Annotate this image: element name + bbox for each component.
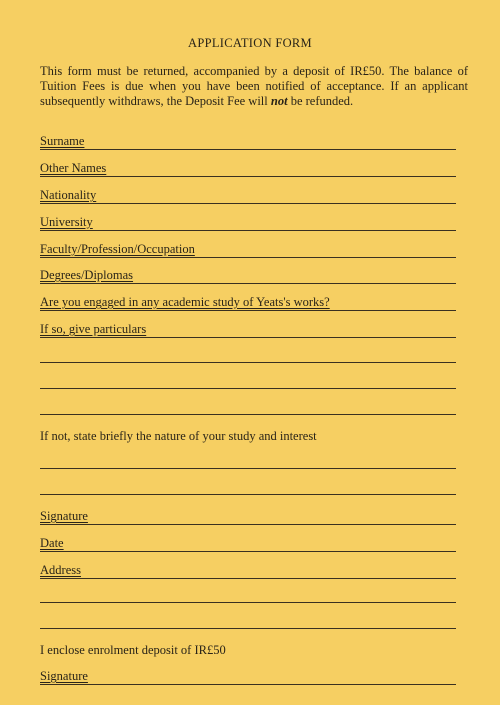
academic-study-field[interactable] — [40, 294, 456, 311]
other-names-field[interactable] — [40, 160, 456, 177]
faculty-field[interactable] — [40, 241, 456, 258]
date-field[interactable] — [40, 535, 456, 552]
address-field[interactable] — [40, 562, 456, 579]
degrees-field[interactable] — [40, 267, 456, 284]
intro-paragraph — [40, 64, 468, 109]
signature-field-2[interactable] — [40, 668, 456, 685]
degrees-label: Degrees/Diplomas — [40, 268, 134, 282]
date-label: Date — [40, 536, 64, 550]
surname-label: Surname — [40, 134, 85, 148]
academic-study-label: Are you engaged in any academic study of Yeats's works? — [40, 295, 330, 309]
other-names-label: Other Names — [40, 161, 107, 175]
university-field[interactable] — [40, 214, 456, 231]
intro-emphasis-not: not — [270, 94, 288, 108]
study-interest-label: If not, state briefly the nature of your study and interest — [40, 429, 317, 443]
enclose-deposit-text: I enclose enrolment deposit of IR£50 — [40, 643, 226, 657]
study-line-1[interactable] — [40, 468, 456, 469]
signature-label: Signature — [40, 509, 88, 523]
study-line-2[interactable] — [40, 494, 456, 495]
particulars-line-2[interactable] — [40, 388, 456, 389]
surname-field[interactable] — [40, 133, 456, 150]
particulars-line-3[interactable] — [40, 414, 456, 415]
address-line-2[interactable] — [40, 628, 456, 629]
particulars-line-1[interactable] — [40, 362, 456, 363]
university-label: University — [40, 215, 93, 229]
signature-label-2: Signature — [40, 669, 88, 683]
particulars-label: If so, give particulars — [40, 322, 147, 336]
address-label: Address — [40, 563, 81, 577]
faculty-label: Faculty/Profession/Occupation — [40, 242, 195, 256]
nationality-field[interactable] — [40, 187, 456, 204]
particulars-field[interactable] — [40, 321, 456, 338]
form-title: APPLICATION FORM — [188, 36, 312, 50]
nationality-label: Nationality — [40, 188, 97, 202]
intro-text-1: This form must be returned, accompanied by a deposit of IR£50. The balance of Tuition Fees is due when you have been notified of acceptance. If an applicant subsequently withdraws, the Deposit Fee will — [40, 64, 468, 108]
signature-field[interactable] — [40, 508, 456, 525]
intro-text-2: be refunded. — [287, 94, 354, 108]
address-line-1[interactable] — [40, 602, 456, 603]
